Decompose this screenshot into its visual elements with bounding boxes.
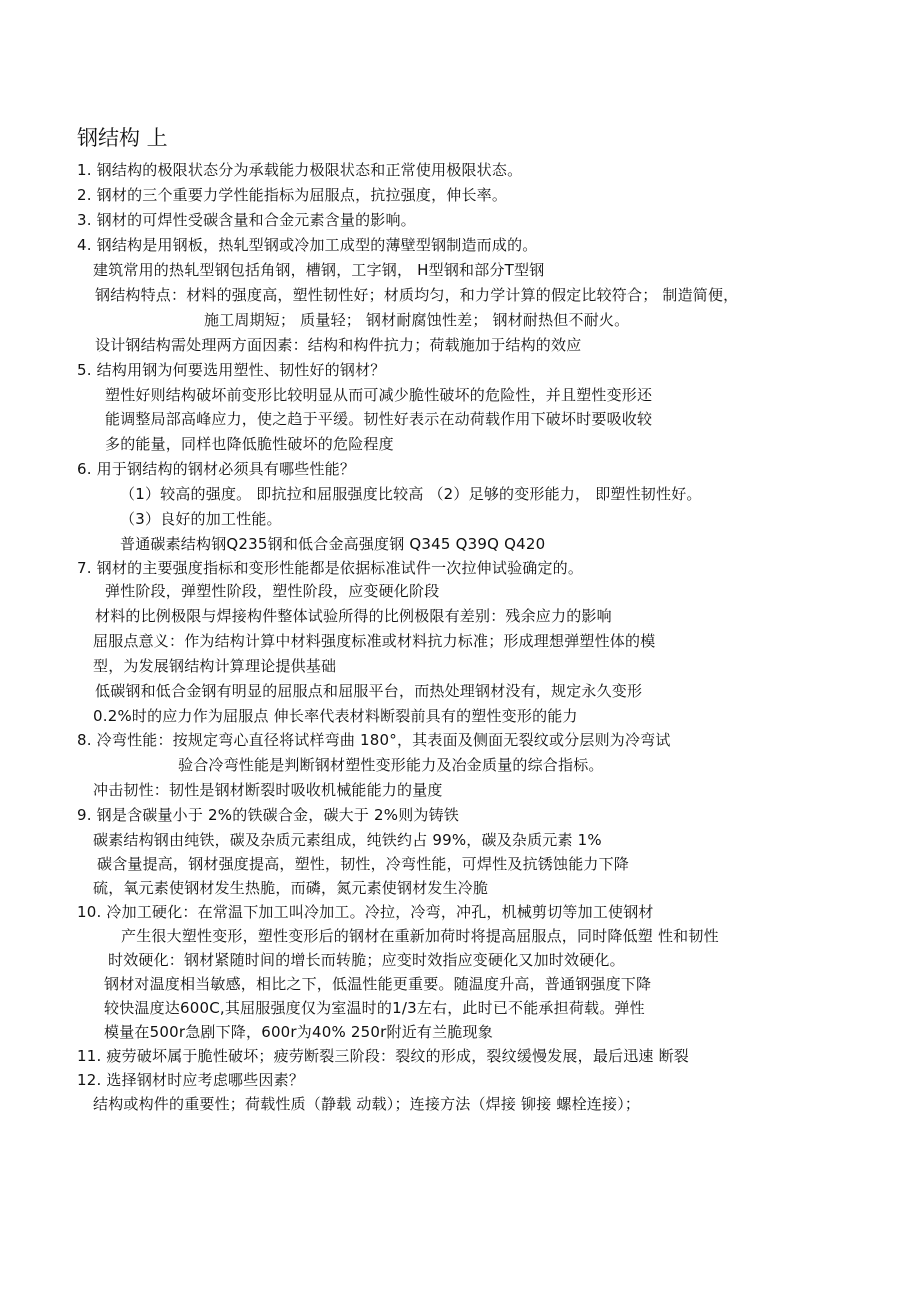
text-line: 8. 冷弯性能：按规定弯心直径将试样弯曲 180°，其表面及侧面无裂纹或分层则为冷弯试: [77, 731, 671, 749]
text-line: 5. 结构用钢为何要选用塑性、韧性好的钢材？: [77, 361, 386, 379]
text-line: 钢结构特点：材料的强度高，塑性韧性好；材质均匀，和力学计算的假定比较符合； 制造简便，: [95, 286, 739, 304]
text-line: 弹性阶段，弹塑性阶段，塑性阶段，应变硬化阶段: [105, 582, 440, 600]
text-line: 12. 选择钢材时应考虑哪些因素？: [77, 1071, 305, 1089]
text-line: 钢材对温度相当敏感，相比之下，低温性能更重要。随温度升高，普通钢强度下降: [104, 975, 652, 993]
text-line: 塑性好则结构破坏前变形比较明显从而可减少脆性破坏的危险性，并且塑性变形还: [105, 386, 653, 404]
text-line: 冲击韧性：韧性是钢材断裂时吸收机械能能力的量度: [93, 781, 443, 799]
text-line: 型，为发展钢结构计算理论提供基础: [93, 657, 337, 675]
text-line: 施工周期短； 质量轻； 钢材耐腐蚀性差； 钢材耐热但不耐火。: [204, 311, 630, 329]
text-line: 10. 冷加工硬化：在常温下加工叫冷加工。冷拉，冷弯，冲孔，机械剪切等加工使钢材: [77, 903, 654, 921]
text-line: 1. 钢结构的极限状态分为承载能力极限状态和正常使用极限状态。: [77, 161, 523, 179]
text-line: 建筑常用的热轧型钢包括角钢，槽钢，工字钢， H型钢和部分T型钢: [93, 261, 545, 279]
text-line: 3. 钢材的可焊性受碳含量和合金元素含量的影响。: [77, 211, 416, 229]
text-line: 验合冷弯性能是判断钢材塑性变形能力及冶金质量的综合指标。: [178, 756, 604, 774]
text-line: 模量在500r急剧下降，600r为40% 250r附近有兰脆现象: [104, 1023, 493, 1041]
text-line: 较快温度达600C,其屈服强度仅为室温时的1/3左右，此时已不能承担荷载。弹性: [104, 999, 645, 1017]
text-line: 屈服点意义：作为结构计算中材料强度标准或材料抗力标准；形成理想弹塑性体的模: [93, 632, 656, 650]
text-line: 时效硬化：钢材紧随时间的增长而转脆；应变时效指应变硬化又加时效硬化。: [108, 951, 625, 969]
text-line: 低碳钢和低合金钢有明显的屈服点和屈服平台，而热处理钢材没有，规定永久变形: [95, 682, 643, 700]
text-line: 2. 钢材的三个重要力学性能指标为屈服点，抗拉强度，伸长率。: [77, 186, 508, 204]
text-line: （3）良好的加工性能。: [120, 510, 282, 528]
text-line: 结构或构件的重要性；荷载性质（静载 动载）；连接方法（焊接 铆接 螺栓连接）；: [93, 1095, 641, 1113]
text-line: 设计钢结构需处理两方面因素：结构和构件抗力；荷载施加于结构的效应: [95, 336, 582, 354]
text-line: 能调整局部高峰应力，使之趋于平缓。韧性好表示在动荷载作用下破坏时要吸收较: [105, 410, 653, 428]
document-title: 钢结构 上: [77, 126, 168, 150]
text-line: 11. 疲劳破坏属于脆性破坏；疲劳断裂三阶段：裂纹的形成，裂纹缓慢发展，最后迅速 断裂: [77, 1047, 689, 1065]
text-line: 材料的比例极限与焊接构件整体试验所得的比例极限有差别：残余应力的影响: [95, 607, 612, 625]
text-line: 0.2%时的应力作为屈服点 伸长率代表材料断裂前具有的塑性变形的能力: [93, 707, 578, 725]
text-line: 碳含量提高，钢材强度提高，塑性，韧性，冷弯性能，可焊性及抗锈蚀能力下降: [97, 855, 630, 873]
text-line: 产生很大塑性变形，塑性变形后的钢材在重新加荷时将提高屈服点，同时降低塑 性和韧性: [121, 927, 719, 945]
text-line: 多的能量，同样也降低脆性破坏的危险程度: [105, 435, 394, 453]
text-line: 普通碳素结构钢Q235钢和低合金高强度钢 Q345 Q39Q Q420: [120, 535, 546, 553]
text-line: 硫，氧元素使钢材发生热脆，而磷，氮元素使钢材发生冷脆: [93, 879, 489, 897]
text-line: 9. 钢是含碳量小于 2%的铁碳合金，碳大于 2%则为铸铁: [77, 806, 460, 824]
text-line: 6. 用于钢结构的钢材必须具有哪些性能？: [77, 460, 356, 478]
text-line: 4. 钢结构是用钢板，热轧型钢或冷加工成型的薄壁型钢制造而成的。: [77, 236, 538, 254]
text-line: 碳素结构钢由纯铁，碳及杂质元素组成，纯铁约占 99%，碳及杂质元素 1%: [93, 831, 602, 849]
text-line: （1）较高的强度。 即抗拉和屈服强度比较高 （2）足够的变形能力， 即塑性韧性好。: [120, 485, 702, 503]
text-line: 7. 钢材的主要强度指标和变形性能都是依据标准试件一次拉伸试验确定的。: [77, 559, 584, 577]
